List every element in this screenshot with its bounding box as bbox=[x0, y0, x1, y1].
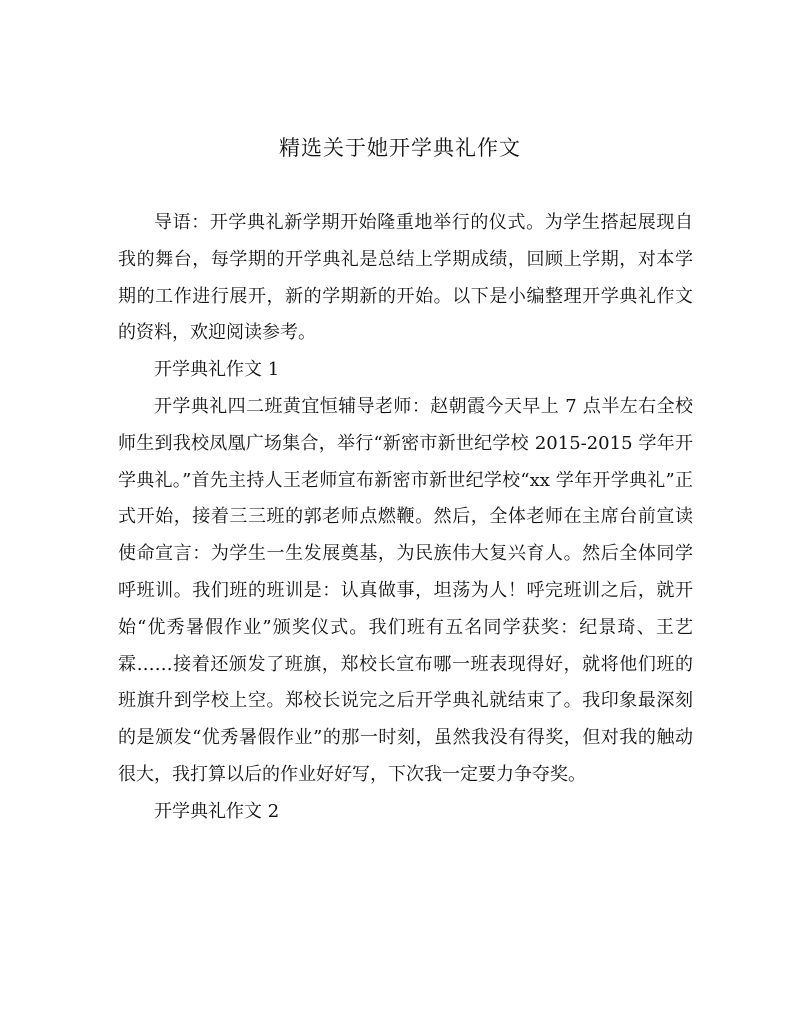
document-body bbox=[118, 205, 693, 831]
document-title: 精选关于她开学典礼作文 bbox=[279, 136, 521, 160]
essay-1-heading: 开学典礼作文 1 bbox=[154, 359, 280, 381]
essay-1-paragraph: 开学典礼四二班黄宜恒辅导老师：赵朝霞今天早上 7 点半左右全校师生到我校凤凰广场集合，举行“新密市新世纪学校 2015-2015 学年开学典礼。”首先主持人王老师宣布新密市新世纪学校“xx 学年开学典礼”正式开始，接着三三班的郭老师点燃鞭。然后，全体老师在主席台前宣读使命宣言：为学生一生发展奠基，为民族伟大复兴育人。然后全体同学呼班训。我们班的班训是：认真做事，坦荡为人！呼完班训之后，就开始“优秀暑假作业”颁奖仪式。我们班有五名同学获奖：纪景琦、王艺霖……接着还颁发了班旗，郑校长宣布哪一班表现得好，就将他们班的班旗升到学校上空。郑校长说完之后开学典礼就结束了。我印象最深刻的是颁发“优秀暑假作业”的那一时刻，虽然我没有得奖，但对我的触动很大，我打算以后的作业好好写，下次我一定要力争夺奖。 bbox=[118, 395, 693, 785]
intro-paragraph: 导语：开学典礼新学期开始隆重地举行的仪式。为学生搭起展现自我的舞台，每学期的开学典礼是总结上学期成绩，回顾上学期，对本学期的工作进行展开，新的学期新的开始。以下是小编整理开学典礼作文的资料，欢迎阅读参考。 bbox=[118, 212, 693, 344]
essay-2-heading: 开学典礼作文 2 bbox=[154, 800, 280, 822]
